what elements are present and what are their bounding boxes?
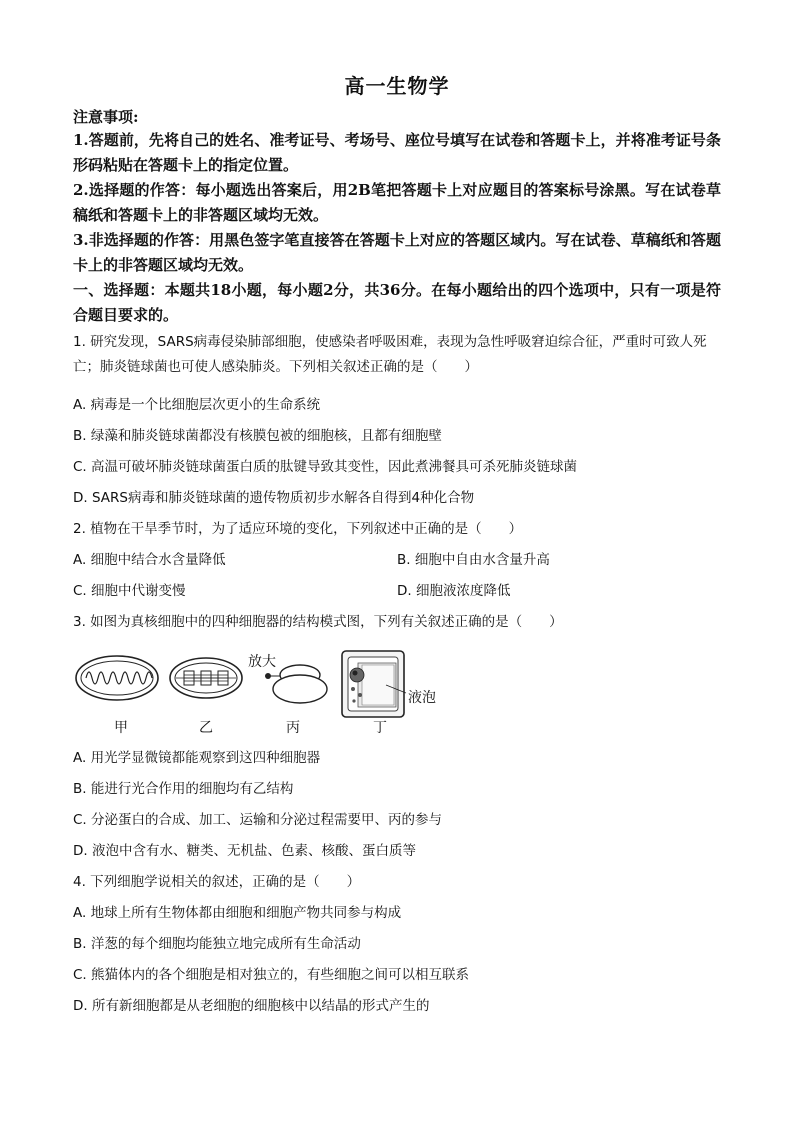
label-bing: 丙 — [286, 720, 300, 736]
question-1-option-b: B. 绿藻和肺炎链球菌都没有核膜包被的细胞核，且都有细胞壁 — [73, 428, 442, 444]
question-1-option-c: C. 高温可破坏肺炎链球菌蛋白质的肽键导致其变性，因此煮沸餐具可杀死肺炎链球菌 — [73, 459, 578, 475]
organelle-figure — [72, 645, 452, 740]
question-4-option-d: D. 所有新细胞都是从老细胞的细胞核中以结晶的形式产生的 — [73, 998, 430, 1014]
question-2-option-a: A. 细胞中结合水含量降低 — [73, 552, 226, 568]
question-2-option-c: C. 细胞中代谢变慢 — [73, 583, 186, 599]
notice-item-1: 1.答题前，先将自己的姓名、准考证号、考场号、座位号填写在试卷和答题卡上，并将准考证号条形码粘贴在答题卡上的指定位置。 — [73, 131, 721, 174]
page-title: 高一生物学 — [344, 74, 450, 98]
enlarge-label: 放大 — [248, 654, 276, 670]
question-1-stem: 1. 研究发现，SARS病毒侵染肺部细胞，使感染者呼吸困难，表现为急性呼吸窘迫综合征，严重时可致人死亡；肺炎链球菌也可使人感染肺炎。下列相关叙述正确的是（ ） — [73, 334, 707, 375]
question-3-option-c: C. 分泌蛋白的合成、加工、运输和分泌过程需要甲、丙的参与 — [73, 812, 443, 828]
question-1-option-a: A. 病毒是一个比细胞层次更小的生命系统 — [73, 397, 321, 413]
section-heading: 一、选择题：本题共18小题，每小题2分，共36分。在每小题给出的四个选项中，只有一项是符合题目要求的。 — [73, 281, 721, 324]
vacuole-label: 液泡 — [408, 690, 436, 706]
question-3-stem: 3. 如图为真核细胞中的四种细胞器的结构模式图，下列有关叙述正确的是（ ） — [73, 614, 563, 630]
question-4-option-b: B. 洋葱的每个细胞均能独立地完成所有生命活动 — [73, 936, 361, 952]
label-jia: 甲 — [114, 720, 128, 736]
notice-item-3: 3.非选择题的作答：用黑色签字笔直接答在答题卡上对应的答题区域内。写在试卷、草稿纸和答题卡上的非答题区域均无效。 — [73, 231, 721, 274]
question-2-stem: 2. 植物在干旱季节时，为了适应环境的变化，下列叙述中正确的是（ ） — [73, 521, 523, 537]
question-3-option-b: B. 能进行光合作用的细胞均有乙结构 — [73, 781, 294, 797]
question-4-option-c: C. 熊猫体内的各个细胞是相对独立的，有些细胞之间可以相互联系 — [73, 967, 470, 983]
question-1-option-d: D. SARS病毒和肺炎链球菌的遗传物质初步水解各自得到4种化合物 — [73, 490, 475, 506]
notice-item-2: 2.选择题的作答：每小题选出答案后，用2B笔把答题卡上对应题目的答案标号涂黑。写在试卷草稿纸和答题卡上的非答题区域均无效。 — [73, 181, 721, 224]
question-2-option-b: B. 细胞中自由水含量升高 — [397, 552, 550, 568]
question-2-option-d: D. 细胞液浓度降低 — [397, 583, 511, 599]
chloroplast-shape — [170, 658, 242, 698]
plant-cell-shape — [342, 651, 406, 717]
question-3-option-d: D. 液泡中含有水、糖类、无机盐、色素、核酸、蛋白质等 — [73, 843, 416, 859]
notice-heading: 注意事项: — [73, 108, 139, 126]
label-ding: 丁 — [373, 720, 387, 736]
question-3-option-a: A. 用光学显微镜都能观察到这四种细胞器 — [73, 750, 321, 766]
mitochondrion-shape — [76, 656, 158, 700]
label-yi: 乙 — [199, 720, 213, 736]
question-4-stem: 4. 下列细胞学说相关的叙述，正确的是（ ） — [73, 874, 361, 890]
question-4-option-a: A. 地球上所有生物体都由细胞和细胞产物共同参与构成 — [73, 905, 402, 921]
